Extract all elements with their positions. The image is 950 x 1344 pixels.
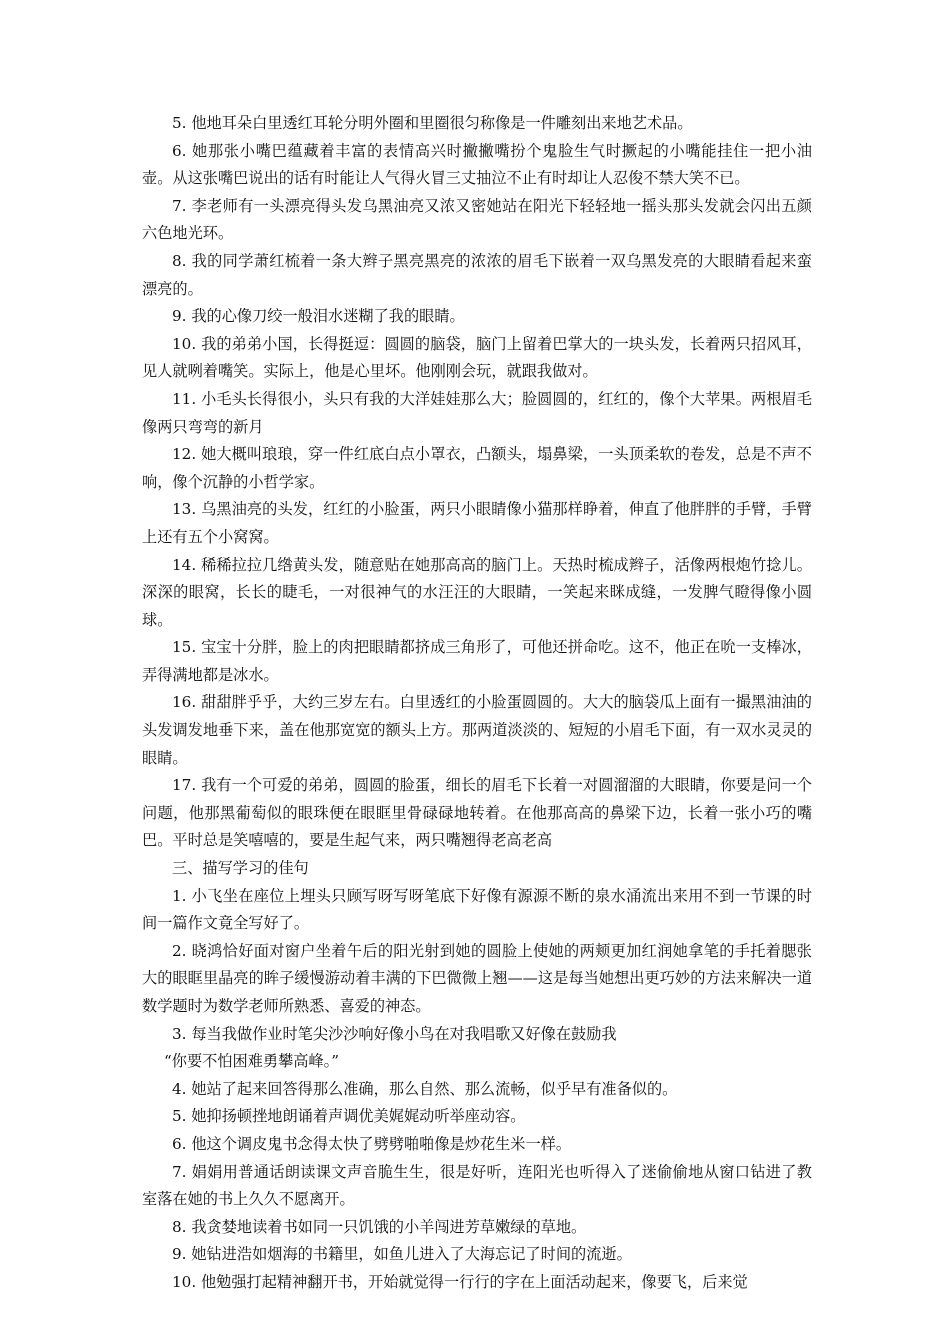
paragraph-study-9: 9. 她钻进浩如烟海的书籍里，如鱼儿进入了大海忘记了时间的流逝。	[172, 1245, 632, 1264]
paragraph-study-8: 8. 我贪婪地读着书如同一只饥饿的小羊闯进芳草嫩绿的草地。	[172, 1217, 587, 1236]
paragraph-appearance-15: 15. 宝宝十分胖，脸上的肉把眼睛都挤成三角形了，可他还拼命吃。这不，他正在吮一支棒冰，弄得满地都是冰水。	[142, 638, 812, 684]
paragraph-appearance-9: 9. 我的心像刀绞一般泪水迷糊了我的眼睛。	[172, 307, 465, 326]
quote-line: “你要不怕困难勇攀高峰。”	[164, 1052, 339, 1071]
paragraph-study-6: 6. 他这个调皮鬼书念得太快了劈劈啪啪像是炒花生米一样。	[172, 1134, 572, 1153]
paragraph-appearance-8: 8. 我的同学萧红梳着一条大辫子黑亮黑亮的浓浓的眉毛下嵌着一双乌黑发亮的大眼睛看起来蛮漂亮的。	[142, 251, 812, 298]
paragraph-appearance-7: 7. 李老师有一头漂亮得头发乌黑油亮又浓又密她站在阳光下轻轻地一摇头那头发就会闪出五颜六色地光环。	[142, 196, 812, 243]
paragraph-appearance-11: 11. 小毛头长得很小，头只有我的大洋娃娃那么大；脸圆圆的，红红的，像个大苹果。两根眉毛像两只弯弯的新月	[142, 389, 812, 436]
paragraph-study-1: 1. 小飞坐在座位上埋头只顾写呀写呀笔底下好像有源源不断的泉水涌流出来用不到一节课的时间一篇作文竟全写好了。	[142, 886, 812, 933]
paragraph-appearance-14: 14. 稀稀拉拉几绺黄头发，随意贴在她那高高的脑门上。天热时梳成辫子，活像两根炮竹捻儿。深深的眼窝，长长的睫毛，一对很神气的水汪汪的大眼睛，一笑起来眯成缝，一发脾气瞪得像小圆球。	[142, 555, 812, 629]
paragraph-appearance-6: 6. 她那张小嘴巴蕴藏着丰富的表情高兴时撇撇嘴扮个鬼脸生气时撅起的小嘴能挂住一把小油壶。从这张嘴巴说出的话有时能让人气得火冒三丈抽泣不止有时却让人忍俊不禁大笑不已。	[142, 141, 812, 188]
paragraph-study-3: 3. 每当我做作业时笔尖沙沙响好像小鸟在对我唱歌又好像在鼓励我	[172, 1024, 617, 1043]
paragraph-study-4: 4. 她站了起来回答得那么准确，那么自然、那么流畅，似乎早有准备似的。	[172, 1079, 678, 1098]
paragraph-appearance-16: 16. 甜甜胖乎乎，大约三岁左右。白里透红的小脸蛋圆圆的。大大的脑袋瓜上面有一撮黑油油的头发调发地垂下来，盖在他那宽宽的额头上方。那两道淡淡的、短短的小眉毛下面，有一双水灵灵的眼睛。	[142, 693, 812, 767]
paragraph-appearance-13: 13. 乌黑油亮的头发，红红的小脸蛋，两只小眼睛像小猫那样睁着，伸直了他胖胖的手臂，手臂上还有五个小窝窝。	[142, 500, 812, 546]
paragraph-study-7: 7. 娟娟用普通话朗读课文声音脆生生，很是好听，连阳光也听得入了迷偷偷地从窗口钻进了教室落在她的书上久久不愿离开。	[142, 1162, 812, 1209]
paragraph-study-2: 2. 晓鸿恰好面对窗户坐着午后的阳光射到她的圆脸上使她的两颊更加红润她拿笔的手托着腮张大的眼眶里晶亮的眸子缓慢游动着丰满的下巴微微上翘——这是每当她想出更巧妙的方法来解决一道数学题时为数学老师所熟悉、喜爱的神态。	[142, 941, 812, 1015]
paragraph-study-10: 10. 他勉强打起精神翻开书，开始就觉得一行行的字在上面活动起来，像要飞，后来觉	[172, 1272, 748, 1291]
paragraph-study-5: 5. 她抑扬顿挫地朗诵着声调优美娓娓动听举座动容。	[172, 1107, 526, 1126]
document-page	[142, 110, 812, 1297]
paragraph-appearance-17: 17. 我有一个可爱的弟弟，圆圆的脸蛋，细长的眉毛下长着一对圆溜溜的大眼睛，你要是问一个问题，他那黑葡萄似的眼珠便在眼眶里骨碌碌地转着。在他那高高的鼻梁下边，长着一张小巧的嘴巴。平时总是笑嘻嘻的，要是生起气来，两只嘴翘得老高老高	[142, 776, 812, 850]
paragraph-appearance-12: 12. 她大概叫琅琅，穿一件红底白点小罩衣，凸额头，塌鼻梁，一头顶柔软的卷发，总是不声不响，像个沉静的小哲学家。	[142, 445, 812, 491]
paragraph-appearance-5: 5. 他地耳朵白里透红耳轮分明外圈和里圈很匀称像是一件雕刻出来地艺术品。	[172, 114, 693, 132]
paragraph-appearance-10: 10. 我的弟弟小国，长得挺逗：圆圆的脑袋，脑门上留着巴掌大的一块头发，长着两只招风耳，见人就咧着嘴笑。实际上，他是心里坏。他刚刚会玩，就跟我做对。	[142, 334, 812, 381]
section-heading: 三、描写学习的佳句	[172, 859, 309, 878]
